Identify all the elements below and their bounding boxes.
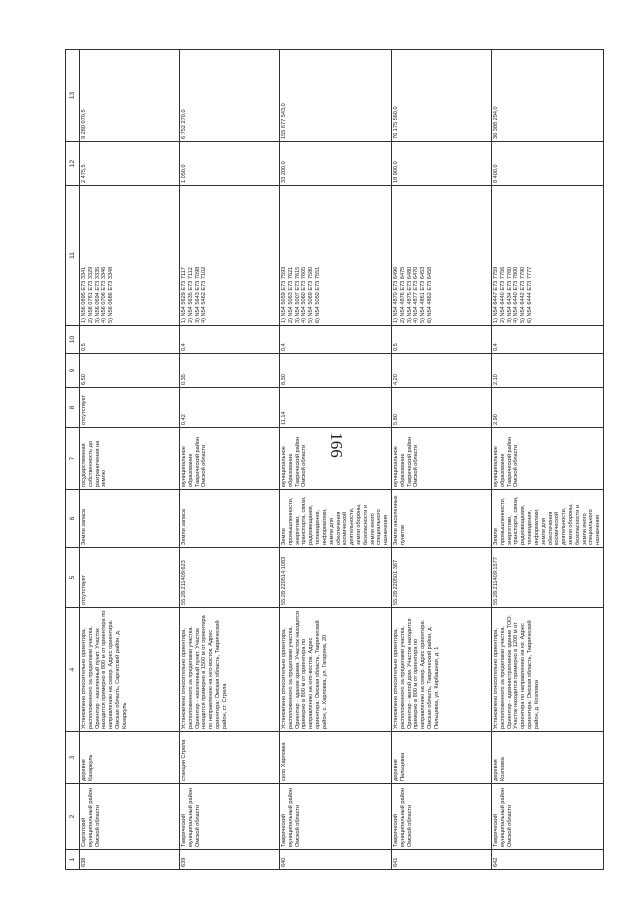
value-cell: 0,4 bbox=[492, 326, 604, 354]
total-value-cell: 6 752 270,0 bbox=[180, 50, 280, 142]
location-cell: Установлено относительно ориентира, расположенного за пределами участка. Ориентир - административное здание ТОО. Участок находится примерно в 1200 м от ориентира по направлению на юг. Адрес ориентира: Омская область, Таврический район, д. Козловка bbox=[492, 608, 604, 732]
header-cell: 5 bbox=[66, 548, 80, 608]
header-cell: 7 bbox=[66, 428, 80, 490]
header-cell: 2 bbox=[66, 784, 80, 850]
header-cell: 6 bbox=[66, 490, 80, 548]
settlement-cell: деревня Казаркуль bbox=[80, 732, 180, 784]
header-row bbox=[66, 50, 80, 870]
ownership-cell: муниципальное образование Таврический район Омской области bbox=[492, 428, 604, 490]
coordinates-cell: 1) N54 5059 E73 7593 2) N54 5063 E73 7621 3) N54 5007 E73 7615 4) N54 5060 E73 7605 5) N54 5069 E73 7580 6) N54 5050 E73 7551 bbox=[280, 186, 392, 326]
value-cell: 18 900,0 bbox=[392, 142, 492, 186]
coordinates-cell: 1) N56 0895 E73 3341 2) N56 0781 E73 3329 3) N56 0694 E73 3335 4) N56 0706 E73 3346 5) N56 0686 E73 3348 bbox=[80, 186, 180, 326]
header-cell: 13 bbox=[66, 50, 80, 142]
cadastral-number-cell: 55:28:220514:1083 bbox=[280, 548, 392, 608]
table-row bbox=[80, 50, 180, 870]
land-category-cell: Земли промышленности, энергетики, транспорта, связи, радиовещания, телевидения, информатики, земли для обеспечения космической деятельности, земли обороны, безопасности и земли иного специального назначения bbox=[492, 490, 604, 548]
cadastral-number-cell: отсутствует bbox=[80, 548, 180, 608]
header-cell: 9 bbox=[66, 354, 80, 388]
document-table-area bbox=[65, 50, 602, 870]
value-cell: 0,4 bbox=[280, 326, 392, 354]
district-cell: Таврический муниципальный район Омской области bbox=[280, 784, 392, 850]
total-value-cell: 9 280 070,5 bbox=[80, 50, 180, 142]
district-cell: Таврический муниципальный район Омской области bbox=[392, 784, 492, 850]
value-cell: 2,90 bbox=[492, 388, 604, 428]
table-row bbox=[180, 50, 280, 870]
row-number: 638 bbox=[80, 850, 180, 870]
value-cell: 6,50 bbox=[80, 354, 180, 388]
value-cell: 0,5 bbox=[80, 326, 180, 354]
coordinates-cell: 1) N54 5629 E73 7117 2) N54 5635 E73 7112 3) N54 5643 E73 7098 4) N54 5462 E73 7102 bbox=[180, 186, 280, 326]
row-number: 640 bbox=[280, 850, 392, 870]
value-cell: отсутствует bbox=[80, 388, 180, 428]
total-value-cell: 155 677 543,0 bbox=[280, 50, 392, 142]
value-cell: 0,35 bbox=[180, 354, 280, 388]
value-cell: 4,20 bbox=[392, 354, 492, 388]
header-cell: 4 bbox=[66, 608, 80, 732]
value-cell: 33 200,0 bbox=[280, 142, 392, 186]
settlement-cell: село Харловка bbox=[280, 732, 392, 784]
value-cell: 0,5 bbox=[392, 326, 492, 354]
value-cell: 8 400,0 bbox=[492, 142, 604, 186]
coordinates-cell: 1) N54 6447 E73 7759 2) N54 6440 E73 7756 3) N54 6434 E73 7760 4) N54 6440 E73 7800 5) N54 6442 E73 7790 6) N54 6444 E73 7777 bbox=[492, 186, 604, 326]
coordinates-cell: 1) N54 4870 E73 6496 2) N54 4876 E73 6475 3) N54 4875 E73 6480 4) N54 4877 E73 6470 5) N54 4861 E73 6453 6) N54 4862 E73 6458 bbox=[392, 186, 492, 326]
location-cell: Установлено относительно ориентира, расположенного за пределами участка. Ориентир - жилой дом. Участок находится примерно в 800 м от ориентира по направлению на север. Адрес ориентира: Омская область, Таврический район, д. Пальцевка, ул. Кирбашная, д. 1 bbox=[392, 608, 492, 732]
total-value-cell: 76 175 560,0 bbox=[392, 50, 492, 142]
table-row bbox=[392, 50, 492, 870]
district-cell: Таврический муниципальный район Омской области bbox=[492, 784, 604, 850]
row-number: 642 bbox=[492, 850, 604, 870]
land-category-cell: Земли населенных пунктов bbox=[392, 490, 492, 548]
table-row bbox=[492, 50, 604, 870]
location-cell: Установлено относительно ориентира, расположенного за пределами участка. Ориентир - здание храма. Участок находится примерно в 800 м от ориентира по направлению на юго-восток. Адрес ориентира: Омская область, Таврический район, с. Харловка, ул. Гагарина, 20 bbox=[280, 608, 392, 732]
value-cell: 5,80 bbox=[392, 388, 492, 428]
ownership-cell: муниципальное образование Таврический район Омской области bbox=[280, 428, 392, 490]
value-cell: 8,30 bbox=[280, 354, 392, 388]
cadastral-number-cell: 55:28:211409:623 bbox=[180, 548, 280, 608]
land-category-cell: Земли промышленности, энергетики, транспорта, связи, радиовещания, телевидения, информатики, земли для обеспечения космической деятельности, земли обороны, безопасности и земли иного специального назначения bbox=[280, 490, 392, 548]
header-cell: 3 bbox=[66, 732, 80, 784]
value-cell: 0,42 bbox=[180, 388, 280, 428]
cadastral-number-cell: 55:28:211409:1577 bbox=[492, 548, 604, 608]
settlement-cell: деревня Пальцевка bbox=[392, 732, 492, 784]
row-number: 639 bbox=[180, 850, 280, 870]
value-cell: 0,4 bbox=[180, 326, 280, 354]
page-number: 166 bbox=[327, 432, 346, 458]
value-cell: 2 475,5 bbox=[80, 142, 180, 186]
settlement-cell: станция Стрела bbox=[180, 732, 280, 784]
location-cell: Установлено относительно ориентира, расположенного за пределами участка. Ориентир - населенный пункт. Участок находится примерно в 800 м от ориентира по направлению на север. Адрес ориентира: Омская область, Саргатский район, д. Казаркуль bbox=[80, 608, 180, 732]
rotated-landscape-table bbox=[65, 50, 602, 870]
value-cell: 2,10 bbox=[492, 354, 604, 388]
land-category-cell: Земли запаса bbox=[180, 490, 280, 548]
district-cell: Таврический муниципальный район Омской области bbox=[180, 784, 280, 850]
header-cell: 10 bbox=[66, 326, 80, 354]
value-cell: 1 050,0 bbox=[180, 142, 280, 186]
ownership-cell: муниципальное образование Таврический район Омской области bbox=[180, 428, 280, 490]
location-cell: Установлено относительно ориентира, расположенного за пределами участка. Ориентир - населенный пункт. Участок находится примерно в 1500 м от ориентира по направлению на юго-восток. Адрес ориентира: Омская область, Таврический район, ст. Стрела bbox=[180, 608, 280, 732]
table-row bbox=[280, 50, 392, 870]
header-cell: 1 bbox=[66, 850, 80, 870]
ownership-cell: государственная собственность до разграничения на землю bbox=[80, 428, 180, 490]
total-value-cell: 36 388 294,0 bbox=[492, 50, 604, 142]
row-number: 641 bbox=[392, 850, 492, 870]
header-cell: 12 bbox=[66, 142, 80, 186]
land-plots-table bbox=[65, 49, 604, 870]
ownership-cell: муниципальное образование Таврический район Омской области bbox=[392, 428, 492, 490]
header-cell: 8 bbox=[66, 388, 80, 428]
district-cell: Саргатский муниципальный район Омской области bbox=[80, 784, 180, 850]
header-cell: 11 bbox=[66, 186, 80, 326]
settlement-cell: деревня Козловка bbox=[492, 732, 604, 784]
land-category-cell: Земли запаса bbox=[80, 490, 180, 548]
cadastral-number-cell: 55:28:220501:367 bbox=[392, 548, 492, 608]
value-cell: 11,14 bbox=[280, 388, 392, 428]
